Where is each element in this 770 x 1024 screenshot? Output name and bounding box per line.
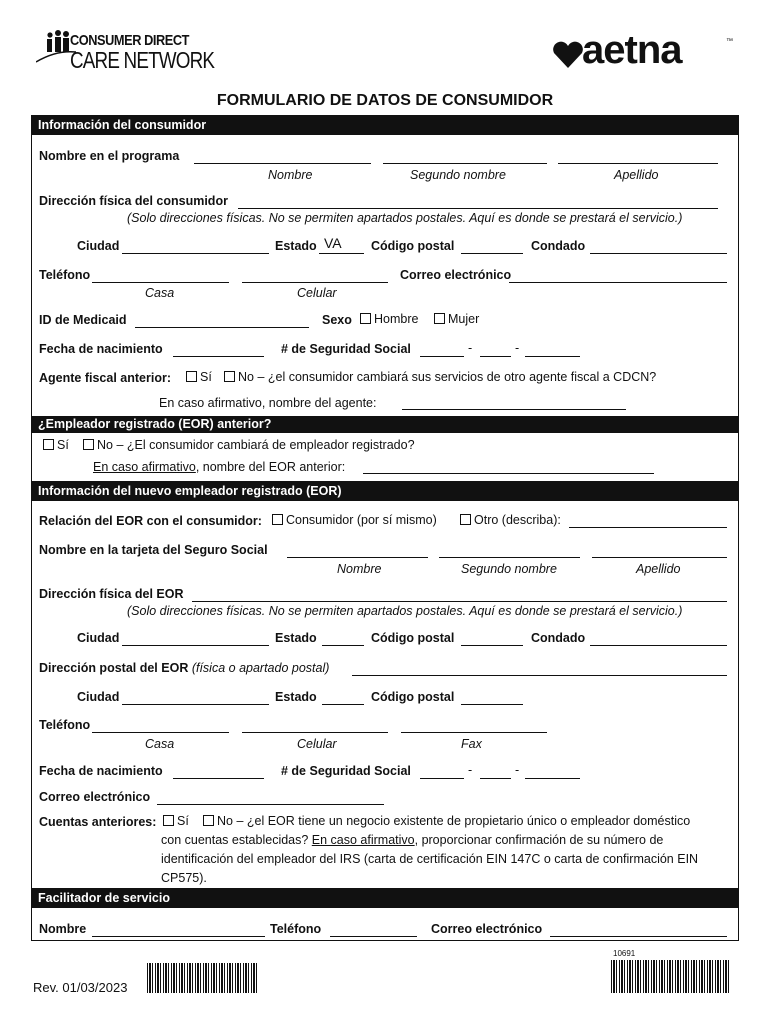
accounts-text-line2 (161, 833, 663, 847)
male-checkbox[interactable] (360, 313, 371, 324)
prev-eor-yes-option[interactable] (43, 438, 69, 452)
form-title: FORMULARIO DE DATOS DE CONSUMIDOR (216, 92, 554, 109)
first-name-field[interactable] (194, 163, 371, 164)
last-name-caption: Apellido (614, 168, 659, 182)
accounts-yes-option[interactable] (163, 814, 189, 828)
ss-last-caption: Apellido (636, 562, 681, 576)
eor-city-label: Ciudad (77, 631, 120, 645)
eor-fax-caption: Fax (461, 737, 482, 751)
prev-eor-yes-checkbox[interactable] (43, 439, 54, 450)
consumer-section-header: Información del consumidor (31, 115, 739, 135)
eor-ssn-part1-field[interactable] (420, 778, 464, 779)
eor-mail-field[interactable] (352, 675, 727, 676)
eor-home-caption: Casa (145, 737, 175, 751)
eor-zip-label: Código postal (371, 631, 455, 645)
prev-eor-name-label (93, 460, 345, 474)
eor-ssn-dash-1: - (468, 763, 473, 777)
eor-county-field[interactable] (590, 645, 727, 646)
eor-mail-zip-label: Código postal (371, 690, 455, 704)
email-label: Correo electrónico (400, 268, 512, 282)
middle-name-caption: Segundo nombre (410, 168, 506, 182)
eor-mail-state-field[interactable] (322, 704, 364, 705)
eor-city-field[interactable] (122, 645, 269, 646)
eor-state-field[interactable] (322, 645, 364, 646)
revision-date: Rev. 01/03/2023 (33, 980, 128, 995)
prev-eor-no-option[interactable] (83, 438, 415, 452)
eor-zip-field[interactable] (461, 645, 523, 646)
eor-self-option[interactable] (272, 513, 437, 527)
middle-name-field[interactable] (383, 163, 547, 164)
eor-fax-field[interactable] (401, 732, 547, 733)
city-field[interactable] (122, 253, 269, 254)
prev-eor-yes-label: Sí (57, 438, 69, 452)
prev-agent-no-option[interactable] (224, 370, 656, 384)
facilitator-phone-label: Teléfono (270, 922, 322, 936)
zip-field[interactable] (461, 253, 523, 254)
ss-first-name-field[interactable] (287, 557, 428, 558)
aetna-logo (552, 28, 742, 76)
accounts-line2a: con cuentas establecidas? (161, 833, 312, 847)
heart-icon (552, 40, 584, 70)
cell-phone-field[interactable] (242, 282, 388, 283)
medicaid-field[interactable] (135, 327, 309, 328)
county-label: Condado (531, 239, 586, 253)
city-label: Ciudad (77, 239, 120, 253)
accounts-no-label: No – ¿el EOR tiene un negocio existente de propietario único o empleador doméstico (217, 814, 691, 828)
eor-ssn-part3-field[interactable] (525, 778, 580, 779)
dob-label: Fecha de nacimiento (39, 342, 163, 356)
prev-eor-no-checkbox[interactable] (83, 439, 94, 450)
aetna-tm: ™ (726, 38, 733, 45)
male-option[interactable] (360, 312, 418, 326)
ss-middle-name-field[interactable] (439, 557, 580, 558)
facilitator-phone-field[interactable] (330, 936, 417, 937)
cdcn-logo-line2: CARE NETWORK (70, 47, 215, 73)
eor-dob-field[interactable] (173, 778, 264, 779)
eor-other-label: Otro (describa): (474, 513, 561, 527)
female-label: Mujer (448, 312, 480, 326)
ssn-dash-2: - (515, 341, 520, 355)
eor-dob-label: Fecha de nacimiento (39, 764, 163, 778)
home-caption: Casa (145, 286, 175, 300)
address-note: (Solo direcciones físicas. No se permiten apartados postales. Aquí es donde se prestará el servicio.) (127, 211, 683, 225)
new-eor-section-header: Información del nuevo empleador registrado (EOR) (31, 481, 739, 501)
address-field[interactable] (238, 208, 718, 209)
eor-email-field[interactable] (157, 804, 384, 805)
eor-phone-label: Teléfono (39, 718, 91, 732)
accounts-line2c: , proporcionar confirmación de su número de (414, 833, 664, 847)
prev-eor-name-label-text: , nombre del EOR anterior: (195, 460, 346, 474)
ssn-dash-1: - (468, 341, 473, 355)
sex-label: Sexo (322, 313, 352, 327)
female-checkbox[interactable] (434, 313, 445, 324)
agent-name-field[interactable] (402, 409, 626, 410)
state-label: Estado (275, 239, 317, 253)
eor-ssn-label: # de Seguridad Social (281, 764, 411, 778)
accounts-yes-checkbox[interactable] (163, 815, 174, 826)
dob-field[interactable] (173, 356, 264, 357)
male-label: Hombre (374, 312, 419, 326)
prev-agent-yes-checkbox[interactable] (186, 371, 197, 382)
agent-name-label: En caso afirmativo, nombre del agente: (159, 396, 377, 410)
eor-mail-city-label: Ciudad (77, 690, 120, 704)
ssn-label: # de Seguridad Social (281, 342, 411, 356)
prev-eor-section-header: ¿Empleador registrado (EOR) anterior? (31, 416, 739, 433)
address-label: Dirección física del consumidor (39, 194, 228, 208)
home-phone-field[interactable] (92, 282, 229, 283)
facilitator-section-header: Facilitador de servicio (31, 888, 739, 908)
program-name-label: Nombre en el programa (39, 149, 180, 163)
ss-middle-caption: Segundo nombre (461, 562, 557, 576)
ssn-part3-field[interactable] (525, 356, 580, 357)
female-option[interactable] (434, 312, 479, 326)
prev-agent-no-label: No – ¿el consumidor cambiará sus servicios de otro agente fiscal a CDCN? (238, 370, 657, 384)
accounts-text-line4: CP575). (161, 871, 207, 885)
eor-mail-state-label: Estado (275, 690, 317, 704)
eor-county-label: Condado (531, 631, 586, 645)
eor-self-label: Consumidor (por sí mismo) (286, 513, 437, 527)
prev-agent-yes-label: Sí (200, 370, 212, 384)
eor-mail-label-text: Dirección postal del EOR (39, 661, 189, 675)
aetna-wordmark: aetna (582, 28, 682, 72)
eor-address-field[interactable] (192, 601, 727, 602)
eor-email-label: Correo electrónico (39, 790, 151, 804)
barcode-right (611, 960, 729, 993)
accounts-text-line3: identificación del empleador del IRS (carta de certificación EIN 147C o carta de confirmación EIN (161, 852, 699, 866)
zip-label: Código postal (371, 239, 455, 253)
medicaid-label: ID de Medicaid (39, 313, 127, 327)
prev-eor-name-field[interactable] (363, 473, 654, 474)
prev-agent-yes-option[interactable] (186, 370, 212, 384)
ss-first-caption: Nombre (337, 562, 382, 576)
phone-label: Teléfono (39, 268, 91, 282)
county-field[interactable] (590, 253, 727, 254)
accounts-yes-label: Sí (177, 814, 189, 828)
ss-last-name-field[interactable] (592, 557, 727, 558)
accounts-affirm: En caso afirmativo (311, 833, 415, 847)
ssn-part1-field[interactable] (420, 356, 464, 357)
accounts-no-checkbox[interactable] (203, 815, 214, 826)
barcode-left (147, 963, 258, 993)
prev-eor-no-label: No – ¿El consumidor cambiará de empleador registrado? (97, 438, 415, 452)
eor-cell-phone-field[interactable] (242, 732, 388, 733)
eor-ssn-part2-field[interactable] (480, 778, 511, 779)
facilitator-email-label: Correo electrónico (431, 922, 543, 936)
email-field[interactable] (509, 282, 727, 283)
eor-address-label: Dirección física del EOR (39, 587, 184, 601)
eor-mail-label (39, 661, 329, 675)
prev-agent-no-checkbox[interactable] (224, 371, 235, 382)
facilitator-name-field[interactable] (92, 936, 265, 937)
eor-relation-label: Relación del EOR con el consumidor: (39, 514, 262, 528)
accounts-no-option[interactable] (203, 814, 690, 828)
eor-mail-zip-field[interactable] (461, 704, 523, 705)
ss-name-label: Nombre en la tarjeta del Seguro Social (39, 543, 268, 557)
prev-eor-affirm: En caso afirmativo (93, 460, 196, 474)
ssn-part2-field[interactable] (480, 356, 511, 357)
eor-other-field[interactable] (569, 527, 727, 528)
form-number: 10691 (613, 949, 636, 958)
state-value: VA (324, 235, 342, 251)
state-field[interactable] (319, 253, 364, 254)
eor-home-phone-field[interactable] (92, 732, 229, 733)
eor-self-checkbox[interactable] (272, 514, 283, 525)
eor-address-note: (Solo direcciones físicas. No se permiten apartados postales. Aquí es donde se prestará el servicio.) (127, 604, 683, 618)
eor-mail-city-field[interactable] (122, 704, 269, 705)
eor-state-label: Estado (275, 631, 317, 645)
facilitator-email-field[interactable] (550, 936, 727, 937)
last-name-field[interactable] (558, 163, 718, 164)
prev-agent-label: Agente fiscal anterior: (39, 371, 171, 385)
eor-ssn-dash-2: - (515, 763, 520, 777)
facilitator-name-label: Nombre (39, 922, 87, 936)
cdcn-logo (34, 28, 219, 76)
cdcn-logo-line1: CONSUMER DIRECT (70, 32, 190, 49)
eor-cell-caption: Celular (297, 737, 337, 751)
accounts-label: Cuentas anteriores: (39, 815, 157, 829)
eor-other-checkbox[interactable] (460, 514, 471, 525)
eor-mail-note: (física o apartado postal) (191, 661, 330, 675)
first-name-caption: Nombre (268, 168, 313, 182)
eor-other-option[interactable] (460, 513, 561, 527)
cell-caption: Celular (297, 286, 337, 300)
